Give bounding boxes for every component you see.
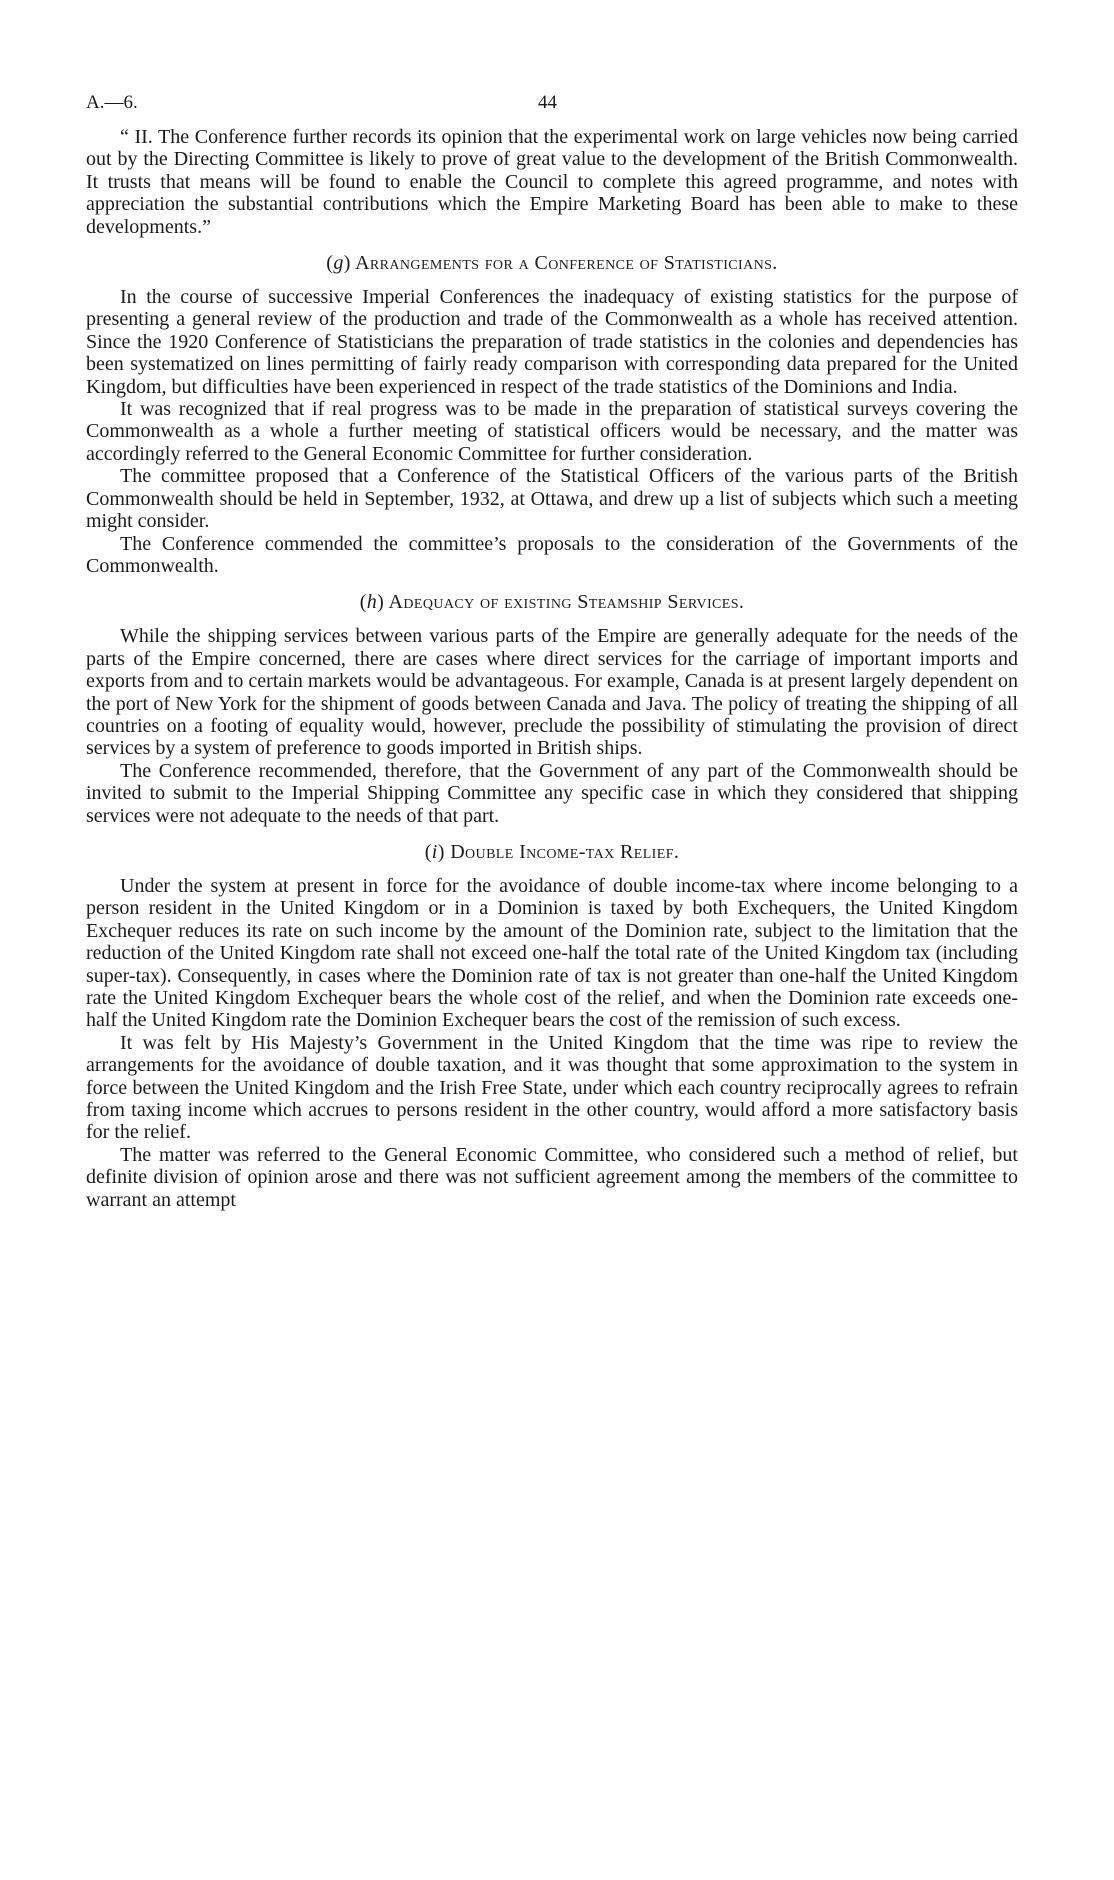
quoted-resolution-paragraph: “ II. The Conference further records its opinion that the experimental work on large vehicles now being carried out by the Directing Committee is likely to prove of great value to the development of the British Commonwealth. It trusts that means will be found to enable the Council to complete this agreed programme, and notes with appreciation the substantial contributions which the Empire Marketing Board has been able to make to these developments.” bbox=[86, 126, 1018, 238]
section-heading-h: (h) Adequacy of existing Steamship Services. bbox=[359, 591, 745, 614]
paragraph: Under the system at present in force for the avoidance of double income-tax where income belonging to a person resident in the United Kingdom or in a Dominion is taxed by both Exchequers, the United Kingdom Exchequer reduces its rate on such income by the amount of the Dominion rate, subject to the limitation that the reduction of the United Kingdom rate shall not exceed one-half the total rate of the United Kingdom tax (including super-tax). Consequently, in cases where the Dominion rate of tax is not greater than one-half the United Kingdom rate the United Kingdom Exchequer bears the whole cost of the relief, and when the Dominion rate exceeds one-half the United Kingdom rate the Dominion Exchequer bears the cost of the remission of such excess. bbox=[86, 874, 1018, 1032]
paragraph: While the shipping services between various parts of the Empire are generally adequate for the needs of the parts of the Empire concerned, there are cases where direct services for the carriage of important imports and exports from and to certain markets would be advantageous. For example, Canada is at present largely dependent on the port of New York for the shipment of goods between Canada and Java. The policy of treating the shipping of all countries on a footing of equality would, however, preclude the possibility of stimulating the provision of direct services by a system of preference to goods imported in British ships. bbox=[86, 625, 1018, 760]
document-reference: A.—6. bbox=[86, 92, 138, 113]
paragraph: The Conference commended the committee’s proposals to the consideration of the Governments of the Commonwealth. bbox=[86, 532, 1018, 577]
section-heading-h-title: Adequacy of existing Steamship Services. bbox=[388, 591, 745, 614]
paragraph: In the course of successive Imperial Conferences the inadequacy of existing statistics for the purpose of presenting a general review of the production and trade of the Commonwealth as a whole has received attention. Since the 1920 Conference of Statisticians the preparation of trade statistics in the colonies and dependencies has been systematized on lines permitting of fairly ready comparison with corresponding data prepared for the United Kingdom, but difficulties have been experienced in respect of the trade statistics of the Dominions and India. bbox=[86, 286, 1018, 398]
paragraph: It was recognized that if real progress was to be made in the preparation of statistical surveys covering the Commonwealth as a whole a further meeting of statistical officers would be necessary, and the matter was accordingly referred to the General Economic Committee for further consideration. bbox=[86, 398, 1018, 465]
section-heading-g-title: Arrangements for a Conference of Statisticians. bbox=[355, 252, 778, 275]
section-heading-g: (g) Arrangements for a Conference of Statisticians. bbox=[326, 252, 778, 275]
section-heading-i-title: Double Income-tax Relief. bbox=[450, 840, 680, 863]
paragraph: It was felt by His Majesty’s Government in the United Kingdom that the time was ripe to review the arrangements for the avoidance of double taxation, and it was thought that some approximation to the system in force between the United Kingdom and the Irish Free State, under which each country reciprocally agrees to refrain from taxing income which accrues to persons resident in the other country, would afford a more satisfactory basis for the relief. bbox=[86, 1031, 1018, 1144]
page-number: 44 bbox=[538, 92, 557, 113]
section-heading-i: (i) Double Income-tax Relief. bbox=[424, 840, 680, 863]
paragraph: The Conference recommended, therefore, that the Government of any part of the Commonwealth should be invited to submit to the Imperial Shipping Committee any specific case in which they considered that shipping services were not adequate to the needs of that part. bbox=[86, 759, 1018, 827]
paragraph: The committee proposed that a Conference of the Statistical Officers of the various parts of the British Commonwealth should be held in September, 1932, at Ottawa, and drew up a list of subjects which such a meeting might consider. bbox=[86, 465, 1018, 533]
document-page bbox=[86, 92, 1018, 1211]
page-header bbox=[86, 92, 1018, 126]
paragraph: The matter was referred to the General Economic Committee, who considered such a method of relief, but definite division of opinion arose and there was not sufficient agreement among the members of the committee to warrant an attempt bbox=[86, 1143, 1018, 1211]
